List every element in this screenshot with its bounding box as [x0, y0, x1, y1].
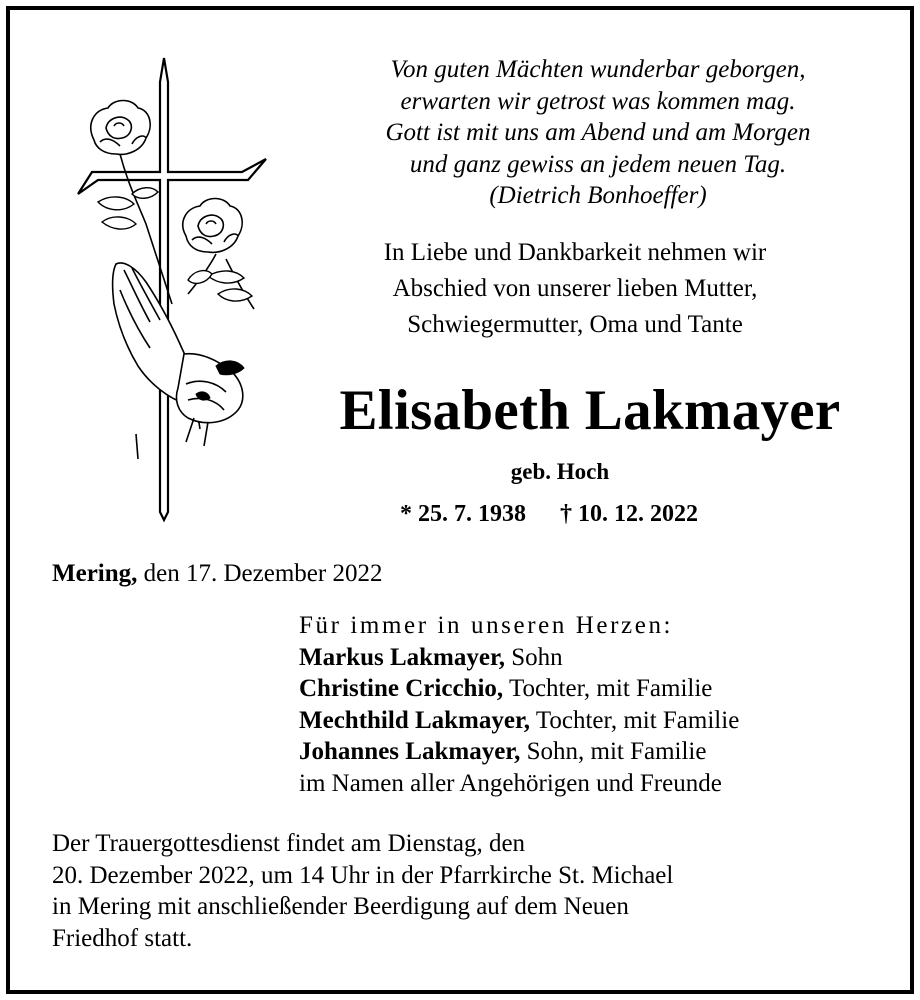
mourners-list — [299, 610, 739, 799]
life-dates — [400, 498, 698, 530]
place-and-date — [52, 558, 382, 590]
intro-line: Abschied von unserer lieben Mutter, — [392, 275, 758, 302]
service-line: Der Trauergottesdienst findet am Dienstag, den — [52, 830, 526, 857]
mourner-row — [299, 642, 739, 674]
rose-icon — [91, 101, 150, 155]
notice-date: den 17. Dezember 2022 — [137, 560, 383, 587]
mourner-name: Markus Lakmayer, — [299, 643, 506, 671]
place: Mering, — [52, 560, 138, 587]
poem-line: und ganz gewiss an jedem neuen Tag. — [409, 150, 787, 178]
death-date: † 10. 12. 2022 — [560, 501, 698, 527]
mourner-row — [299, 736, 739, 768]
funeral-service-info — [52, 828, 892, 954]
mourner-row — [299, 705, 739, 737]
mourner-name: Johannes Lakmayer, — [299, 738, 521, 765]
service-line: 20. Dezember 2022, um 14 Uhr in der Pfarrkirche St. Michael — [52, 861, 674, 889]
mourner-name: Christine Cricchio, — [299, 675, 504, 702]
poem-line: Von guten Mächten wunderbar geborgen, — [390, 56, 806, 83]
mourner-relation: Tochter, mit Familie — [530, 706, 740, 734]
birth-date: * 25. 7. 1938 — [400, 501, 526, 527]
mourners-heading: Für immer in unseren Herzen: — [299, 612, 674, 639]
obituary-notice — [6, 6, 914, 994]
birth-name: geb. Hoch — [510, 459, 610, 484]
rose-icon — [183, 199, 242, 253]
service-line: in Mering mit anschließender Beerdigung auf dem Neuen — [52, 893, 629, 920]
intro-line: Schwiegermutter, Oma und Tante — [407, 311, 743, 338]
poem-line: erwarten wir getrost was kommen mag. — [400, 87, 796, 115]
deceased-name: Elisabeth Lakmayer — [339, 379, 841, 442]
mourner-name: Mechthild Lakmayer, — [299, 706, 531, 734]
intro-line: In Liebe und Dankbarkeit nehmen wir — [383, 239, 767, 266]
mourners-closing: im Namen aller Angehörigen und Freunde — [299, 769, 722, 797]
farewell-intro — [310, 235, 840, 343]
mourner-relation: Sohn, mit Familie — [520, 738, 707, 765]
cross-with-roses-and-praying-hands-icon — [76, 54, 276, 524]
service-line: Friedhof statt. — [52, 924, 193, 952]
mourner-row — [299, 673, 739, 705]
poem-line: Gott ist mit uns am Abend und am Morgen — [385, 119, 811, 146]
poem-author: (Dietrich Bonhoeffer) — [489, 182, 707, 209]
mourner-relation: Tochter, mit Familie — [503, 675, 713, 702]
poem — [318, 54, 878, 212]
mourner-relation: Sohn — [505, 643, 563, 671]
